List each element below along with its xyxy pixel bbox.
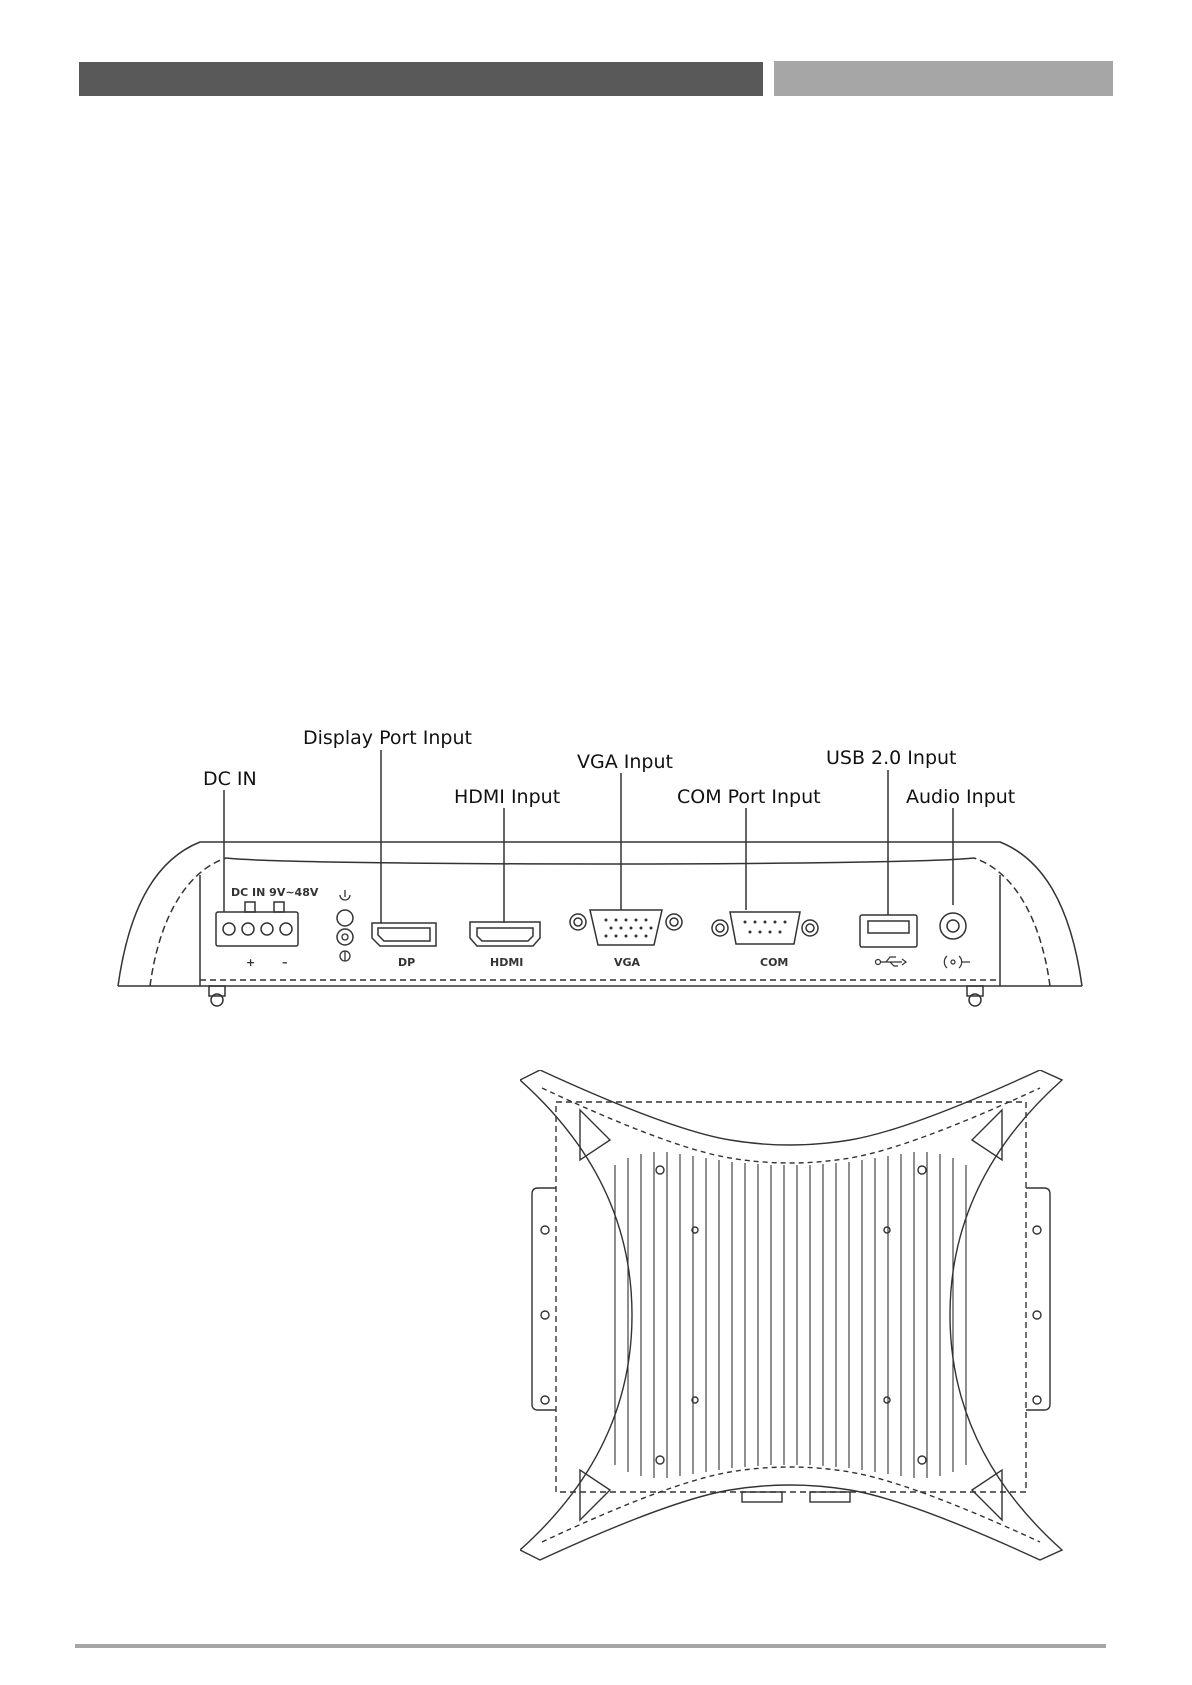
callout-usb: USB 2.0 Input [826, 747, 957, 769]
dc-minus-label: – [282, 956, 288, 969]
callout-display-port: Display Port Input [303, 727, 472, 749]
hdd-icon [340, 951, 350, 961]
power-icon [340, 890, 350, 900]
callout-audio: Audio Input [906, 786, 1016, 808]
dp-label: DP [398, 956, 416, 969]
usb-symbol-icon [876, 957, 907, 966]
footer-rule [75, 1644, 1106, 1648]
callout-hdmi: HDMI Input [454, 786, 561, 808]
hdmi-label: HDMI [490, 956, 524, 969]
top-view-drawing [520, 1070, 1080, 1570]
audio-symbol-icon [944, 956, 970, 968]
com-label: COM [760, 956, 789, 969]
led-icon [342, 934, 348, 940]
dc-rating-label: DC IN 9V~48V [231, 886, 319, 899]
callout-com: COM Port Input [677, 786, 821, 808]
callout-vga: VGA Input [577, 751, 673, 773]
vga-label: VGA [614, 956, 641, 969]
callout-dc-in: DC IN [203, 768, 257, 790]
dc-plus-label: + [246, 956, 256, 969]
